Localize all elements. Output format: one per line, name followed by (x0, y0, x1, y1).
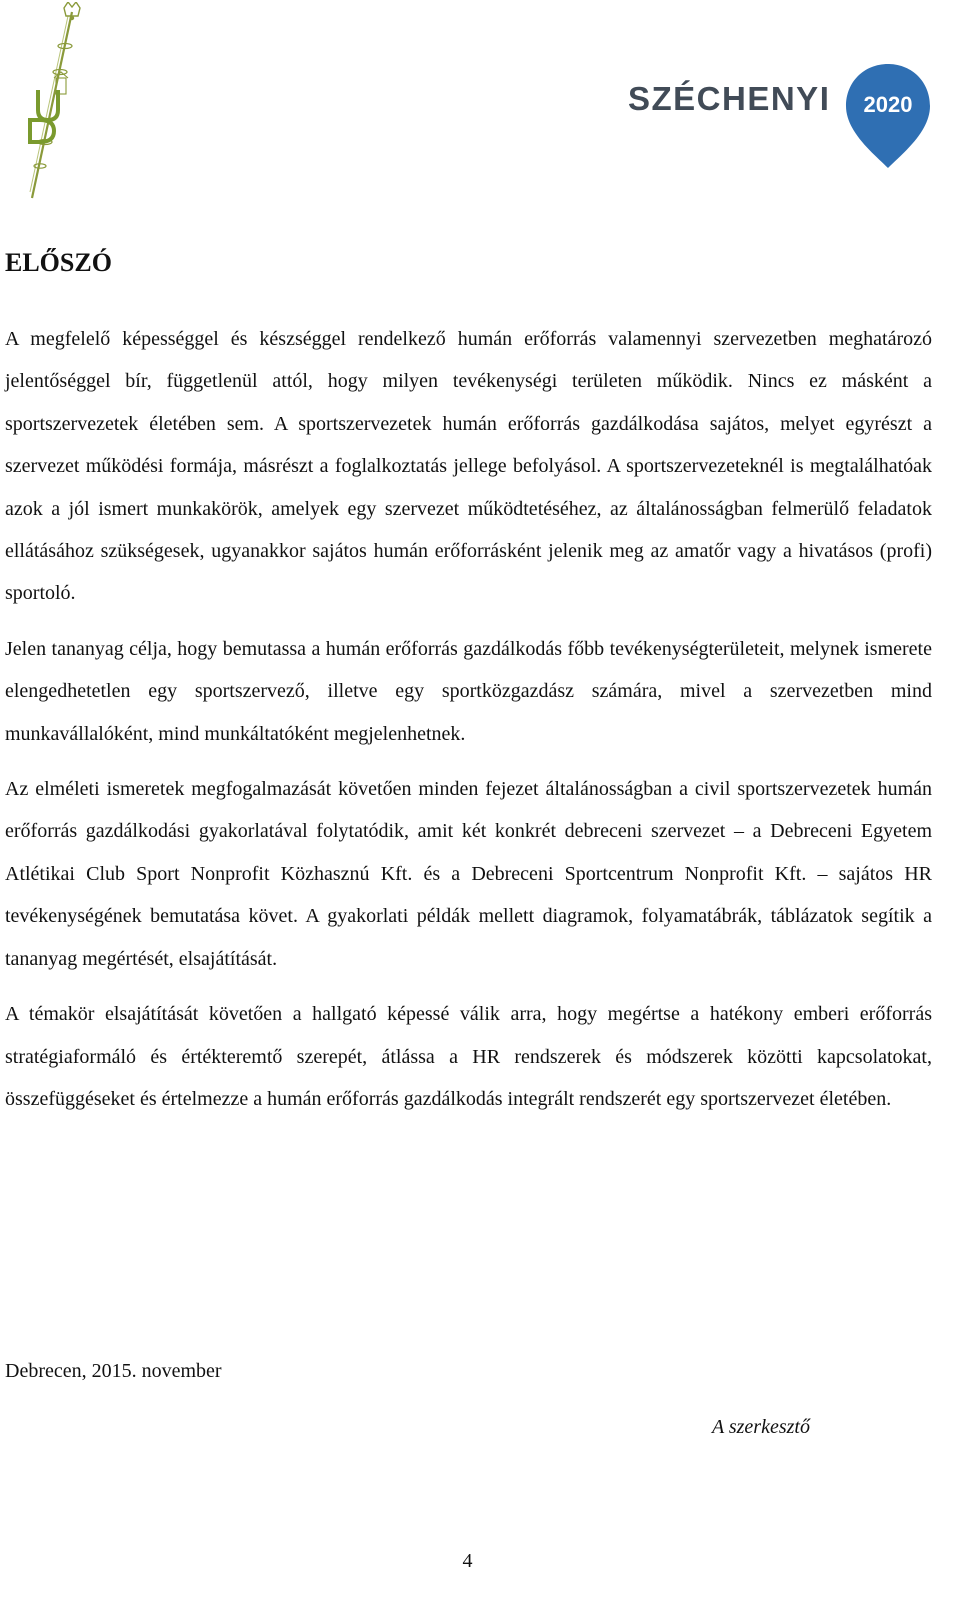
map-pin-icon (844, 62, 932, 170)
paragraph: Az elméleti ismeretek megfogalmazását követően minden fejezet általánosságban a civil sportszervezetek humán erőforrás gazdálkodási gyakorlatával folytatódik, amit két konkrét debreceni szervezet – a Debreceni Egyetem Atlétikai Club Sport Nonprofit Közhasznú Kft. és a Debreceni Sportcentrum Nonprofit Kft. – sajátos HR tevékenységének bemutatása követ. A gyakorlati példák mellett diagramok, folyamatábrák, táblázatok segítik a tananyag megértését, elsajátítását. (5, 778, 932, 970)
editor-signature: A szerkesztő (712, 1416, 810, 1438)
page-title: ELŐSZÓ (5, 248, 112, 277)
document-body (5, 318, 932, 1133)
university-logo (18, 2, 92, 202)
szechenyi-wordmark: SZÉCHENYI (628, 80, 831, 117)
page-number: 4 (462, 1550, 473, 1572)
paragraph: A megfelelő képességgel és készséggel rendelkező humán erőforrás valamennyi szervezetben meghatározó jelentőséggel bír, függetlenül attól, hogy milyen tevékenységi területen működik. Nincs ez másként a sportszervezetek életében sem. A sportszervezetek humán erőforrás gazdálkodása sajátos, melyet egyrészt a szervezet működési formája, másrészt a foglalkoztatás jellege befolyásol. A sportszervezeteknél is megtalálhatóak azok a jól ismert munkakörök, amelyek egy szervezet működtetéséhez, az általánosságban felmerülő feladatok ellátásához szükségesek, ugyanakkor sajátos humán erőforrásként jelenik meg az amatőr vagy a hivatásos (profi) sportoló. (5, 328, 932, 605)
szechenyi-2020-logo (626, 62, 932, 172)
paragraph: Jelen tananyag célja, hogy bemutassa a humán erőforrás gazdálkodás főbb tevékenységterületeit, melynek ismerete elengedhetetlen egy sportszervező, illetve egy sportközgazdász számára, mivel a szervezetben mind munkavállalóként, mind munkáltatóként megjelenhetnek. (5, 637, 932, 745)
date-place-line: Debrecen, 2015. november (5, 1360, 222, 1382)
paragraph: A témakör elsajátítását követően a hallgató képessé válik arra, hogy megértse a hatékony emberi erőforrás stratégiaformáló és értékteremtő szerepét, átlássa a HR rendszerek és módszerek közötti kapcsolatokat, összefüggéseket és értelmezze a humán erőforrás gazdálkodás integrált rendszerét egy sportszervezet életében. (5, 1003, 932, 1110)
university-logo-graphic (18, 2, 92, 202)
logo-year-label: 2020 (863, 92, 913, 117)
